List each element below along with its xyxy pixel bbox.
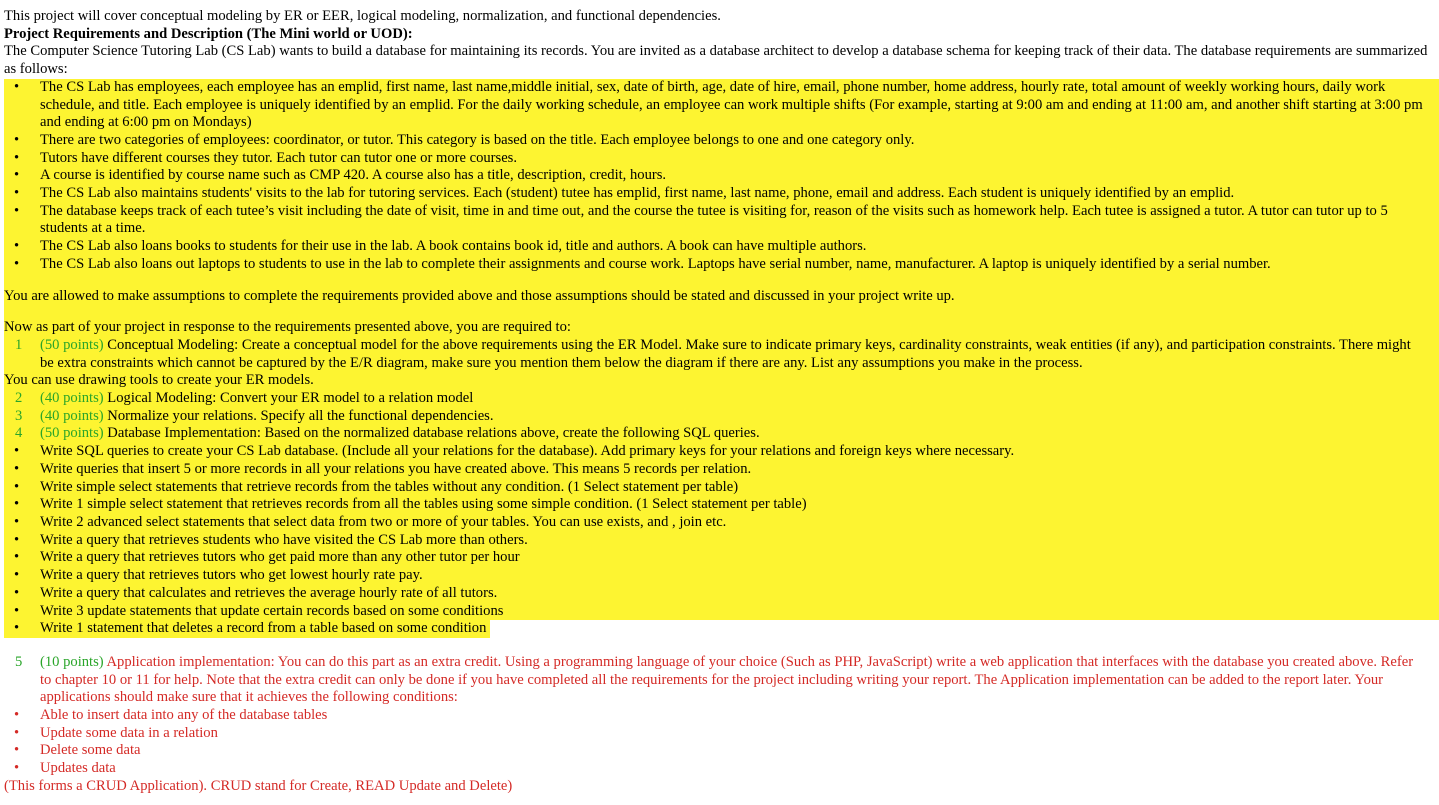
task-item-5: 5 (10 points) Application implementation: You can do this part as an extra credit. Using a programming language of your choice (Such as PHP, JavaScript) write a web application that interfaces with the database you created above. Refer to chapter 10 or 11 for help. Note that the extra credit can only be done if you have completed all the requirements for the project including writing your report. The Application implementation can be added to the report later. Your applications should make sure that it achieves the following conditions: bbox=[15, 653, 1414, 706]
list-item: • Write 1 statement that deletes a record from a table based on some condition bbox=[4, 620, 1439, 638]
list-item: • Updates data bbox=[14, 760, 116, 777]
list-item: • The database keeps track of each tutee’s visit including the date of visit, time in and time out, and the course the tutee is visiting for, reason of the visits such as homework help. Each tutee is assigned a tutor. A tutor can tutor up to 5 students at a time. bbox=[14, 202, 1388, 237]
list-item: • Update some data in a relation bbox=[14, 724, 218, 741]
list-item: • Write 3 update statements that update certain records based on some conditions bbox=[14, 602, 504, 619]
list-item: • Able to insert data into any of the database tables bbox=[14, 707, 328, 724]
task-item-3: 3 (40 points) Normalize your relations. Specify all the functional dependencies. bbox=[15, 407, 494, 424]
assumptions-text: You are allowed to make assumptions to complete the requirements provided above and those assumptions should be stated and discussed in your project write up. bbox=[4, 287, 955, 304]
list-item: • There are two categories of employees: coordinator, or tutor. This category is based on the title. Each employee belongs to one and one category only. bbox=[14, 131, 915, 148]
list-item: • The CS Lab also maintains students' visits to the lab for tutoring services. Each (student) tutee has emplid, first name, last name, phone, email and address. Each student is uniquely identified by an emplid. bbox=[14, 185, 1235, 202]
list-item: • Write 2 advanced select statements that select data from two or more of your tables. You can use exists, and , join etc. bbox=[14, 513, 727, 530]
list-item: • The CS Lab also loans books to students for their use in the lab. A book contains book id, title and authors. A book can have multiple authors. bbox=[14, 238, 867, 255]
list-item: • Write simple select statements that retrieve records from the tables without any condition. (1 Select statement per table) bbox=[14, 478, 739, 495]
list-item: • Tutors have different courses they tutor. Each tutor can tutor one or more courses. bbox=[14, 149, 518, 166]
crud-note-text: (This forms a CRUD Application). CRUD stand for Create, READ Update and Delete) bbox=[4, 777, 513, 794]
requirements-heading: Project Requirements and Description (The Mini world or UOD): bbox=[4, 25, 413, 42]
list-item: • Delete some data bbox=[14, 742, 141, 759]
requirements-list bbox=[4, 79, 1439, 620]
list-item: • A course is identified by course name such as CMP 420. A course also has a title, description, credit, hours. bbox=[14, 167, 667, 184]
description-text: The Computer Science Tutoring Lab (CS Lab) wants to build a database for maintaining its records. You are invited as a database architect to develop a database schema for keeping track of their data. The database requirements are summarized as follows: bbox=[4, 43, 1428, 78]
task-item-1: 1 (50 points) Conceptual Modeling: Create a conceptual model for the above requirements using the ER Model. Make sure to indicate primary keys, cardinality constraints, weak entities (if any), and participation constraints. There might be extra constraints which cannot be captured by the E/R diagram, make sure you mention them below the diagram if there are any. List any assumptions you make in the process. bbox=[15, 336, 1411, 371]
list-item: • Write a query that calculates and retrieves the average hourly rate of all tutors. bbox=[14, 584, 498, 601]
list-item: • Write a query that retrieves students who have visited the CS Lab more than others. bbox=[14, 531, 528, 548]
list-item: • Write a query that retrieves tutors who get lowest hourly rate pay. bbox=[14, 567, 423, 584]
list-item: • The CS Lab also loans out laptops to students to use in the lab to complete their assignments and course work. Laptops have serial number, name, manufacturer. A laptop is uniquely identified by a serial number. bbox=[14, 255, 1271, 272]
list-item: • Write a query that retrieves tutors who get paid more than any other tutor per hour bbox=[14, 549, 520, 566]
drawing-note-text: You can use drawing tools to create your ER models. bbox=[4, 372, 314, 389]
intro-text: This project will cover conceptual modeling by ER or EER, logical modeling, normalization, and functional dependencies. bbox=[4, 8, 721, 24]
tasks-intro-text: Now as part of your project in response to the requirements presented above, you are required to: bbox=[4, 319, 571, 336]
list-item: • Write queries that insert 5 or more records in all your relations you have created above. This means 5 records per relation. bbox=[14, 460, 752, 477]
task-item-4: 4 (50 points) Database Implementation: Based on the normalized database relations above, create the following SQL queries. bbox=[15, 425, 760, 442]
list-item: • Write SQL queries to create your CS Lab database. (Include all your relations for the database). Add primary keys for your relations and foreign keys where necessary. bbox=[14, 443, 1015, 460]
list-item: • Write 1 simple select statement that retrieves records from all the tables using some simple condition. (1 Select statement per table) bbox=[14, 496, 807, 513]
list-item: • The CS Lab has employees, each employee has an emplid, first name, last name,middle initial, sex, date of birth, age, date of hire, email, phone number, home address, hourly rate, total amount of weekly working hours, daily work schedule, and title. Each employee is uniquely identified by an emplid. For the daily working schedule, an employee can work multiple shifts (For example, starting at 9:00 am and ending at 11:00 am, and another shift starting at 3:00 pm and ending at 6:00 pm on Mondays) bbox=[14, 78, 1423, 131]
task-item-2: 2 (40 points) Logical Modeling: Convert your ER model to a relation model bbox=[15, 390, 474, 407]
